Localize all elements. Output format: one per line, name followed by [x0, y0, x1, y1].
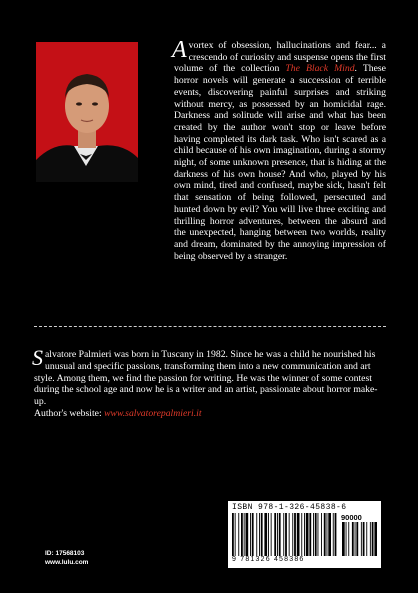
- blurb-text-start: vortex of obsession, hallucinations and fear... a crescendo of curiosity and suspense opens the first volume of the collection: [174, 40, 386, 75]
- product-id: ID: 17568103: [45, 550, 85, 557]
- series-title: The Black Mind: [285, 63, 355, 75]
- section-divider: [34, 326, 386, 327]
- blurb-text-end: . These horror novels will generate a succession of terrible events, discovering painful surprises and striking without mercy, as possessed by an homicidal rage. Darkness and solitude will arise and what has been created by the author won't stop or leave before having completed its dark task. Who isn't scared as a child because of his own imagination, during a stormy night, of some unknown presence, that is hiding at the darkness of his own house? And who, played by his own mind, tired and confused, maybe sick, hasn't felt that sensation of being followed, persecuted and hunted down by evil? You will live three exciting and thrilling horror adventures, between the absurd and the unexpected, hanging between two worlds, reality and dream, dominated by the annoying impression of being observed by a stranger.: [174, 63, 386, 262]
- bio-dropcap: S: [32, 345, 43, 370]
- blurb-dropcap: A: [172, 37, 187, 63]
- book-blurb: [172, 37, 386, 262]
- author-photo: [36, 42, 138, 182]
- website-label: Author's website:: [34, 407, 105, 419]
- barcode-bars: [232, 513, 377, 556]
- author-website-link[interactable]: www.salvatorepalmieri.it: [104, 407, 202, 419]
- barcode-digits: 9 781326 458386: [232, 556, 305, 563]
- isbn-number: ISBN 978-1-326-45838-6: [232, 503, 347, 512]
- bio-text: alvatore Palmieri was born in Tuscany in 1982. Since he was a child he nourished his unusual and specific passions, transforming them into a new communication and art style. Among them, we find the passion for writing. He was the winner of some contest during the school age and now he is a writer and an artist, passionate about horror make-up.: [34, 349, 378, 408]
- author-bio: [32, 345, 384, 420]
- price-code: 90000: [341, 513, 362, 522]
- publisher-url: www.lulu.com: [45, 559, 89, 566]
- isbn-barcode: [228, 501, 381, 568]
- publisher-id-info: [45, 549, 88, 567]
